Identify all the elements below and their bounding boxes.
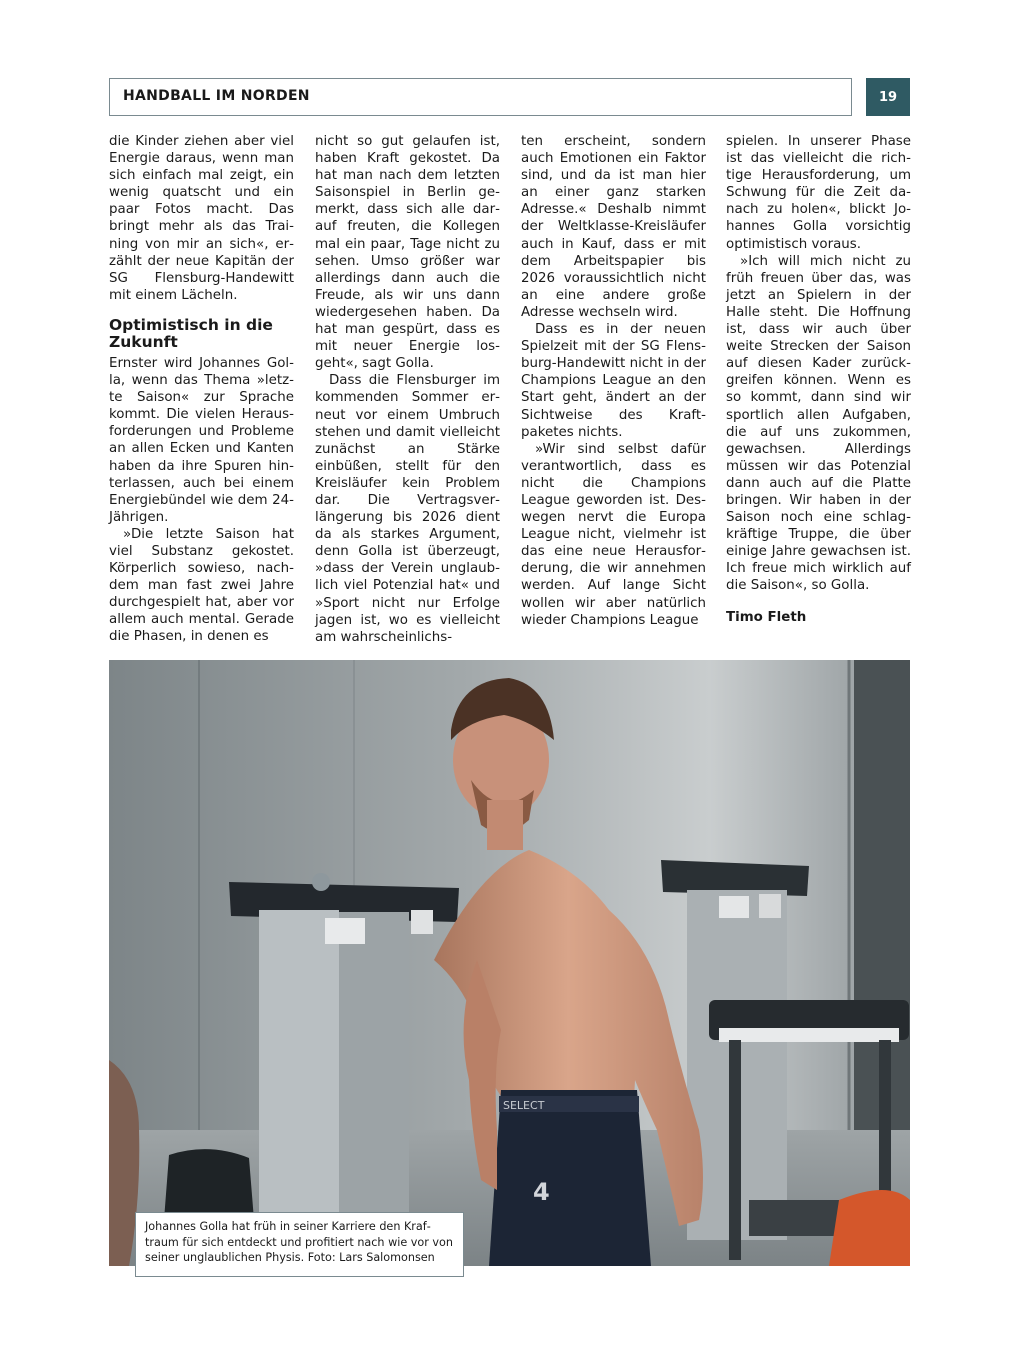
paragraph: »Ich will mich nicht zu früh freuen über das, was jetzt an Spielern in der Halle steht. Die Hoffnung ist, dass wir auch über weite Strecken der Saison auf diesen Kader zurückgreifen können. Wenn es so kommt, dann sind wir sportlich allen Aufgaben, die auf uns zukommen, gewachsen. Allerdings müssen wir das Potenzial dann auch auf die Platte bringen. Wir haben in der Saison noch eine schlagkräftige Truppe, die über einige Jahre gewachsen ist. Ich freue mich wirklich auf die Saison«, so Golla. — [726, 253, 911, 594]
article-column-3 — [521, 133, 706, 629]
subheading: Optimistisch in die Zukunft — [109, 315, 273, 351]
article-photo — [109, 660, 910, 1266]
article-column-2 — [315, 133, 500, 646]
paragraph: ten erscheint, sondern auch Emotionen ein Faktor sind, und da ist man hier an einer ganz starken Adresse.« Deshalb nimmt der Weltklasse-Kreisläufer auch in Kauf, dass er mit dem Arbeitspapier bis 2026 voraussichtlich nicht an eine andere große Adresse wechseln wird. — [521, 134, 706, 320]
paragraph: Ernster wird Johannes Golla, wenn das Thema »letzte Saison« zur Sprache kommt. Die vielen Herausforderungen und Probleme an allen Ecken und Kanten haben da ihre Spuren hinterlassen, auch bei einem Energiebündel wie dem 24-Jährigen. — [109, 355, 294, 525]
shorts-number: 4 — [533, 1178, 550, 1206]
page-number: 19 — [866, 78, 910, 116]
orange-object — [829, 1190, 910, 1266]
section-header-bar — [109, 78, 852, 116]
bench-seat — [164, 1149, 254, 1220]
author-byline: Timo Fleth — [726, 609, 807, 625]
paragraph: die Kinder ziehen aber viel Energie daraus, wenn man sich einfach mal zeigt, ein wenig quatscht und ein paar Fotos macht. Das bringt mehr als das Training von mir an sich«, erzählt der neue Kapitän der SG Flensburg-Handewitt mit einem Lächeln. — [109, 134, 294, 303]
paragraph: »Wir sind selbst dafür verantwortlich, dass es nicht die Champions League geworden ist. Deswegen nervt die Europa League nicht, vielmehr ist das eine neue Herausforderung, die wir annehmen werden. Auf lange Sicht wollen wir aber natürlich wieder Champions League — [521, 441, 706, 628]
paragraph: nicht so gut gelaufen ist, haben Kraft gekostet. Da hat man nach dem letzten Saisonspiel in Berlin gemerkt, dass sich alle darauf freuten, die Kollegen mal ein paar, Tage nicht zu sehen. Umso größer war allerdings dann auch die Freude, als wir uns dann wiedergesehen haben. Da hat man gespürt, dass es mit neuer Energie losgeht«, sagt Golla. — [315, 134, 500, 372]
photo-caption: Johannes Golla hat früh in seiner Karriere den Kraftraum für sich entdeckt und profitiert nach wie vor von seiner unglaublichen Physis. Foto: Lars Salomonsen — [135, 1212, 464, 1277]
paragraph: »Die letzte Saison hat viel Substanz gekostet. Körperlich sowieso, nachdem man fast zwei Jahre durchgespielt hat, aber vor allem auch mental. Gerade die Phasen, in denen es — [109, 526, 294, 645]
gym-scene-illustration — [109, 660, 910, 1266]
paragraph: Dass es in der neuen Spielzeit mit der SG Flensburg-Handewitt nicht in der Champions League an den Start geht, ändert an der Sichtweise des Kraftpaketes nichts. — [521, 322, 706, 440]
paragraph: Dass die Flensburger im kommenden Sommer erneut vor einem Umbruch stehen und damit vielleicht zunächst an Stärke einbüßen, stellt für den Kreisläufer kein Problem dar. Die Vertragsverlängerung bis 2026 dient da als starkes Argument, denn Golla ist überzeugt, »dass der Verein unglaublich viel Potenzial hat« und »Sport nicht nur Erfolge jagen ist, wo es vielleicht am wahrscheinlichs- — [315, 373, 500, 645]
article-column-4 — [726, 133, 911, 626]
section-title: HANDBALL IM NORDEN — [123, 88, 310, 104]
article-column-1 — [109, 133, 294, 646]
waistband-logo: SELECT — [503, 1099, 545, 1112]
paragraph: spielen. In unserer Phase ist das vielleicht die richtige Herausforderung, um Schwung für die Zeit danach zu holen«, blickt Johannes Golla vorsichtig optimistisch voraus. — [726, 134, 911, 252]
